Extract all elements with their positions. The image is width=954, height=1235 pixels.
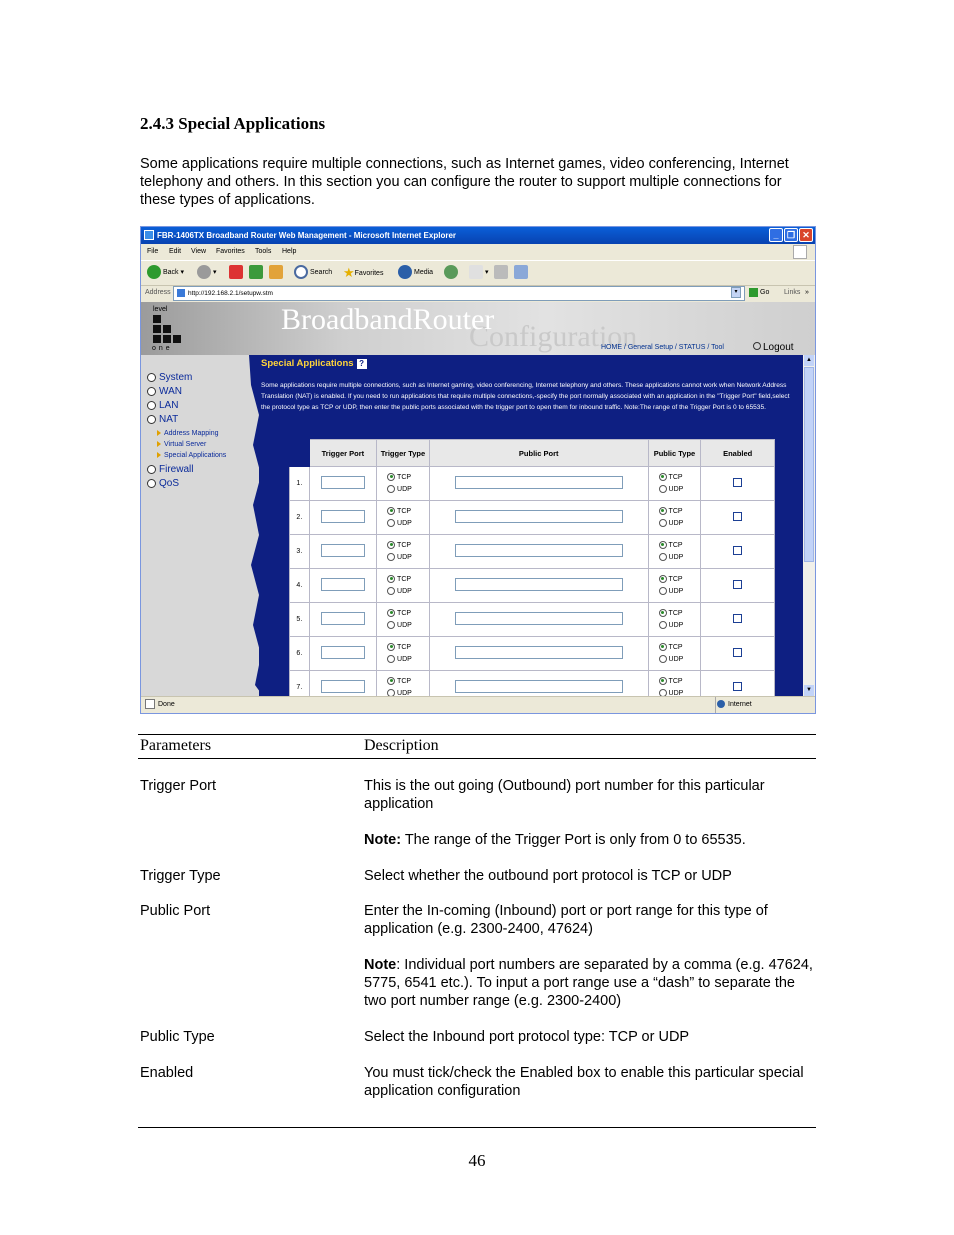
- public-tcp-radio[interactable]: TCP: [649, 472, 701, 484]
- search-button[interactable]: Search: [294, 264, 332, 282]
- table-row: [290, 637, 775, 671]
- params-header: Parameters: [140, 737, 212, 754]
- public-port-cell: [429, 467, 648, 501]
- public-udp-radio[interactable]: UDP: [649, 688, 701, 697]
- enabled-checkbox[interactable]: [733, 478, 742, 487]
- radio-icon: [659, 643, 667, 651]
- public-port-cell: [429, 569, 648, 603]
- trigger-tcp-radio[interactable]: TCP: [377, 676, 429, 688]
- radio-icon: [387, 575, 395, 583]
- param-note: Note: The range of the Trigger Port is only from 0 to 65535.: [364, 832, 746, 848]
- radio-icon: [659, 485, 667, 493]
- radio-icon: [387, 553, 395, 561]
- trigger-type-cell: [377, 569, 430, 603]
- radio-icon: [387, 677, 395, 685]
- public-type-cell: [648, 671, 701, 697]
- trigger-udp-radio[interactable]: UDP: [377, 586, 429, 598]
- public-tcp-radio[interactable]: TCP: [649, 540, 701, 552]
- row-number: 3.: [290, 535, 310, 569]
- radio-icon: [387, 485, 395, 493]
- col-trigger-port: Trigger Port: [309, 440, 376, 467]
- stop-button[interactable]: [229, 264, 245, 282]
- enabled-cell: [701, 569, 775, 603]
- table-row: [290, 603, 775, 637]
- param-name: Enabled: [140, 1065, 194, 1081]
- trigger-udp-radio[interactable]: UDP: [377, 654, 429, 666]
- radio-icon: [659, 621, 667, 629]
- router-page: [141, 302, 815, 696]
- trigger-type-cell: [377, 637, 430, 671]
- table-row: [290, 569, 775, 603]
- radio-icon: [387, 609, 395, 617]
- enabled-cell: [701, 501, 775, 535]
- special-app-table: [289, 439, 775, 696]
- menu-bar: [141, 244, 815, 260]
- trigger-udp-radio[interactable]: UDP: [377, 518, 429, 530]
- param-name: Public Type: [140, 1029, 215, 1045]
- close-icon[interactable]: ✕: [799, 228, 813, 242]
- triangle-icon: [157, 441, 161, 447]
- sidebar-sub-special-applications[interactable]: Special Applications: [157, 452, 226, 459]
- public-port-input[interactable]: [455, 510, 623, 523]
- public-type-cell: [648, 603, 701, 637]
- public-port-input[interactable]: [455, 544, 623, 557]
- sidebar-item-system[interactable]: System: [147, 372, 192, 383]
- param-desc: You must tick/check the Enabled box to enable this particular special application configuration: [364, 1065, 804, 1099]
- brand-configuration: Configuration: [469, 320, 638, 353]
- menu-tools[interactable]: Tools: [255, 248, 272, 255]
- minimize-icon[interactable]: _: [769, 228, 783, 242]
- mail-button[interactable]: ▾: [469, 264, 489, 282]
- public-port-cell: [429, 501, 648, 535]
- trigger-tcp-radio[interactable]: TCP: [377, 574, 429, 586]
- status-zone: Internet: [717, 697, 752, 713]
- media-button[interactable]: Media: [398, 264, 433, 282]
- table-bottom-rule: [138, 1127, 816, 1128]
- param-name: Public Port: [140, 903, 211, 919]
- browser-screenshot: [140, 226, 816, 714]
- forward-button[interactable]: ▾: [197, 264, 217, 282]
- param-desc: Select whether the outbound port protocol is TCP or UDP: [364, 868, 732, 884]
- row-number: 1.: [290, 467, 310, 501]
- row-number: 7.: [290, 671, 310, 697]
- public-type-cell: [648, 467, 701, 501]
- trigger-tcp-radio[interactable]: TCP: [377, 506, 429, 518]
- status-bar: [141, 696, 815, 714]
- chevron-right-icon[interactable]: »: [805, 289, 809, 296]
- trigger-port-input[interactable]: [321, 544, 365, 557]
- enabled-checkbox[interactable]: [733, 648, 742, 657]
- col-public-type: Public Type: [648, 440, 701, 467]
- enabled-cell: [701, 535, 775, 569]
- trigger-port-input[interactable]: [321, 510, 365, 523]
- enabled-checkbox[interactable]: [733, 546, 742, 555]
- links-button[interactable]: Links: [784, 289, 801, 296]
- table-header-rule: [138, 758, 816, 759]
- public-type-cell: [648, 535, 701, 569]
- radio-icon: [387, 541, 395, 549]
- param-note: Note: Individual port numbers are separated by a comma (e.g. 47624, 5775, 6541 etc.). To input a port range use a “dash” to separate the two port number range (e.g. 2300-2400): [364, 957, 813, 1009]
- table-top-rule: [138, 734, 816, 735]
- table-row: [290, 501, 775, 535]
- trigger-port-input[interactable]: [321, 612, 365, 625]
- public-udp-radio[interactable]: UDP: [649, 654, 701, 666]
- menu-file[interactable]: File: [147, 248, 159, 255]
- enabled-checkbox[interactable]: [733, 614, 742, 623]
- radio-icon: [387, 643, 395, 651]
- row-number: 4.: [290, 569, 310, 603]
- param-name: Trigger Type: [140, 868, 221, 884]
- history-icon: [444, 265, 458, 279]
- public-port-cell: [429, 637, 648, 671]
- radio-icon: [659, 655, 667, 663]
- address-label: Address: [145, 289, 171, 296]
- radio-icon: [387, 655, 395, 663]
- radio-icon: [659, 507, 667, 515]
- col-trigger-type: Trigger Type: [377, 440, 430, 467]
- enabled-cell: [701, 637, 775, 671]
- history-button[interactable]: [444, 264, 460, 282]
- edit-icon: [514, 265, 528, 279]
- pane-description: Some applications require multiple connections, such as Internet gaming, video conferencing, Internet telephony and others. These applications cannot work when Network Address Translation (NAT) is enabled. If you need to run applications that require multiple connections,-specify the port normally associated with an application in the "Trigger Port" field,select the protocol type as TCP or UDP, then enter the public ports associated with the trigger port to open them for inbound traffic. Note:The range of the Trigger Port is 0 to 65535.: [261, 382, 790, 411]
- pane-title: Special Applications ?: [261, 358, 367, 369]
- trigger-tcp-radio[interactable]: TCP: [377, 540, 429, 552]
- public-udp-radio[interactable]: UDP: [649, 518, 701, 530]
- brand-broadbandrouter: BroadbandRouter: [281, 303, 495, 336]
- scroll-down-icon[interactable]: ▼: [804, 685, 814, 696]
- star-icon: ★: [343, 265, 355, 280]
- go-button[interactable]: Go: [749, 285, 769, 301]
- address-bar: [141, 285, 815, 301]
- public-tcp-radio[interactable]: TCP: [649, 676, 701, 688]
- top-nav[interactable]: HOME / General Setup / STATUS / Tool: [601, 344, 724, 351]
- public-tcp-radio[interactable]: TCP: [649, 608, 701, 620]
- ie-icon: [144, 230, 154, 240]
- router-banner: [141, 302, 815, 355]
- sidebar-item-lan[interactable]: LAN: [147, 400, 178, 411]
- window-title: FBR-1406TX Broadband Router Web Management - Microsoft Internet Explorer: [157, 231, 457, 240]
- trigger-type-cell: [377, 501, 430, 535]
- table-row: [290, 535, 775, 569]
- enabled-checkbox[interactable]: [733, 512, 742, 521]
- home-button[interactable]: [269, 264, 285, 282]
- help-icon[interactable]: ?: [357, 359, 367, 369]
- intro-paragraph: Some applications require multiple connections, such as Internet games, video conferencing, Internet telephony and others. In this section you can configure the router to support multiple connections for these types of applications.: [140, 156, 789, 208]
- search-icon: [294, 265, 308, 279]
- trigger-port-input[interactable]: [321, 578, 365, 591]
- public-udp-radio[interactable]: UDP: [649, 586, 701, 598]
- sidebar-sub-virtual-server[interactable]: Virtual Server: [157, 441, 206, 448]
- trigger-udp-radio[interactable]: UDP: [377, 688, 429, 697]
- special-applications-pane: [259, 355, 803, 696]
- sidebar-item-firewall[interactable]: Firewall: [147, 464, 193, 475]
- table-row: [290, 467, 775, 501]
- enabled-checkbox[interactable]: [733, 580, 742, 589]
- radio-icon: [387, 587, 395, 595]
- scroll-thumb[interactable]: [804, 367, 814, 562]
- windows-logo-icon: [793, 245, 807, 259]
- public-tcp-radio[interactable]: TCP: [649, 642, 701, 654]
- trigger-tcp-radio[interactable]: TCP: [377, 472, 429, 484]
- radio-icon: [659, 609, 667, 617]
- public-type-cell: [648, 569, 701, 603]
- col-enabled: Enabled: [701, 440, 775, 467]
- trigger-tcp-radio[interactable]: TCP: [377, 642, 429, 654]
- param-desc: Select the Inbound port protocol type: TCP or UDP: [364, 1029, 690, 1045]
- print-icon: [494, 265, 508, 279]
- sidebar-sub-address-mapping[interactable]: Address Mapping: [157, 430, 218, 437]
- radio-icon: [659, 541, 667, 549]
- browser-toolbar: [141, 260, 815, 286]
- home-icon: [269, 265, 283, 279]
- address-dropdown-icon[interactable]: ▾: [731, 287, 741, 298]
- trigger-port-cell: [309, 535, 376, 569]
- vertical-scrollbar[interactable]: [803, 355, 815, 696]
- public-type-cell: [648, 637, 701, 671]
- status-done: Done: [145, 697, 175, 713]
- enabled-cell: [701, 467, 775, 501]
- refresh-icon: [249, 265, 263, 279]
- menu-view[interactable]: View: [191, 248, 207, 255]
- enabled-cell: [701, 603, 775, 637]
- trigger-udp-radio[interactable]: UDP: [377, 620, 429, 632]
- refresh-button[interactable]: [249, 264, 265, 282]
- trigger-port-cell: [309, 603, 376, 637]
- radio-icon: [387, 689, 395, 696]
- public-tcp-radio[interactable]: TCP: [649, 574, 701, 586]
- trigger-port-cell: [309, 501, 376, 535]
- print-button[interactable]: [494, 264, 510, 282]
- back-button[interactable]: Back ▾: [147, 264, 184, 282]
- trigger-type-cell: [377, 671, 430, 697]
- description-header: Description: [364, 737, 439, 754]
- media-icon: [398, 265, 412, 279]
- menu-favorites[interactable]: Favorites: [216, 248, 245, 255]
- public-port-input[interactable]: [455, 612, 623, 625]
- col-public-port: Public Port: [429, 440, 648, 467]
- address-input[interactable]: http://192.168.2.1/setupw.stm: [173, 286, 745, 301]
- radio-icon: [387, 473, 395, 481]
- param-name: Trigger Port: [140, 778, 217, 794]
- radio-icon: [387, 519, 395, 527]
- triangle-icon: [157, 430, 161, 436]
- restore-icon[interactable]: ❐: [784, 228, 798, 242]
- sidebar-item-wan[interactable]: WAN: [147, 386, 182, 397]
- logout-link[interactable]: Logout: [753, 342, 794, 353]
- radio-icon: [659, 553, 667, 561]
- table-row: [290, 671, 775, 697]
- public-port-input[interactable]: [455, 680, 623, 693]
- trigger-type-cell: [377, 467, 430, 501]
- edit-button[interactable]: [514, 264, 530, 282]
- public-port-cell: [429, 671, 648, 697]
- forward-arrow-icon: [197, 265, 211, 279]
- public-udp-radio[interactable]: UDP: [649, 484, 701, 496]
- trigger-port-input[interactable]: [321, 680, 365, 693]
- public-port-input[interactable]: [455, 646, 623, 659]
- trigger-port-cell: [309, 671, 376, 697]
- trigger-udp-radio[interactable]: UDP: [377, 552, 429, 564]
- enabled-checkbox[interactable]: [733, 682, 742, 691]
- logout-radio-icon: [753, 342, 761, 350]
- radio-icon: [659, 689, 667, 696]
- trigger-type-cell: [377, 603, 430, 637]
- stop-icon: [229, 265, 243, 279]
- radio-icon: [659, 587, 667, 595]
- row-number: 2.: [290, 501, 310, 535]
- menu-help[interactable]: Help: [282, 248, 297, 255]
- enabled-cell: [701, 671, 775, 697]
- page-done-icon: [145, 699, 155, 709]
- param-desc: Enter the In-coming (Inbound) port or port range for this type of application (e.g. 2300-2400, 47624): [364, 903, 768, 937]
- public-udp-radio[interactable]: UDP: [649, 620, 701, 632]
- triangle-icon: [157, 452, 161, 458]
- trigger-port-input[interactable]: [321, 476, 365, 489]
- trigger-port-input[interactable]: [321, 646, 365, 659]
- trigger-udp-radio[interactable]: UDP: [377, 484, 429, 496]
- radio-icon: [659, 677, 667, 685]
- public-port-input[interactable]: [455, 476, 623, 489]
- section-title: 2.4.3 Special Applications: [140, 114, 326, 133]
- radio-icon: [387, 621, 395, 629]
- back-arrow-icon: [147, 265, 161, 279]
- scroll-up-icon[interactable]: ▲: [804, 355, 814, 366]
- sidebar-item-nat[interactable]: NAT: [147, 414, 178, 425]
- radio-icon: [387, 507, 395, 515]
- public-udp-radio[interactable]: UDP: [649, 552, 701, 564]
- favorites-button[interactable]: ★Favorites: [343, 265, 384, 280]
- param-desc: This is the out going (Outbound) port number for this particular application: [364, 778, 765, 812]
- radio-icon: [659, 575, 667, 583]
- page-number: 46: [468, 1151, 486, 1170]
- trigger-type-cell: [377, 535, 430, 569]
- trigger-tcp-radio[interactable]: TCP: [377, 608, 429, 620]
- trigger-port-cell: [309, 467, 376, 501]
- row-number: 6.: [290, 637, 310, 671]
- radio-icon: [659, 473, 667, 481]
- mail-icon: [469, 265, 483, 279]
- public-type-cell: [648, 501, 701, 535]
- sidebar-item-qos[interactable]: QoS: [147, 478, 179, 489]
- trigger-port-cell: [309, 637, 376, 671]
- row-number: 5.: [290, 603, 310, 637]
- public-port-cell: [429, 535, 648, 569]
- levelone-logo: level one: [151, 306, 181, 352]
- page-icon: [177, 289, 185, 297]
- public-port-input[interactable]: [455, 578, 623, 591]
- internet-globe-icon: [717, 700, 725, 708]
- public-port-cell: [429, 603, 648, 637]
- go-arrow-icon: [749, 288, 758, 297]
- menu-edit[interactable]: Edit: [169, 248, 182, 255]
- radio-icon: [659, 519, 667, 527]
- window-titlebar: [141, 227, 815, 244]
- public-tcp-radio[interactable]: TCP: [649, 506, 701, 518]
- trigger-port-cell: [309, 569, 376, 603]
